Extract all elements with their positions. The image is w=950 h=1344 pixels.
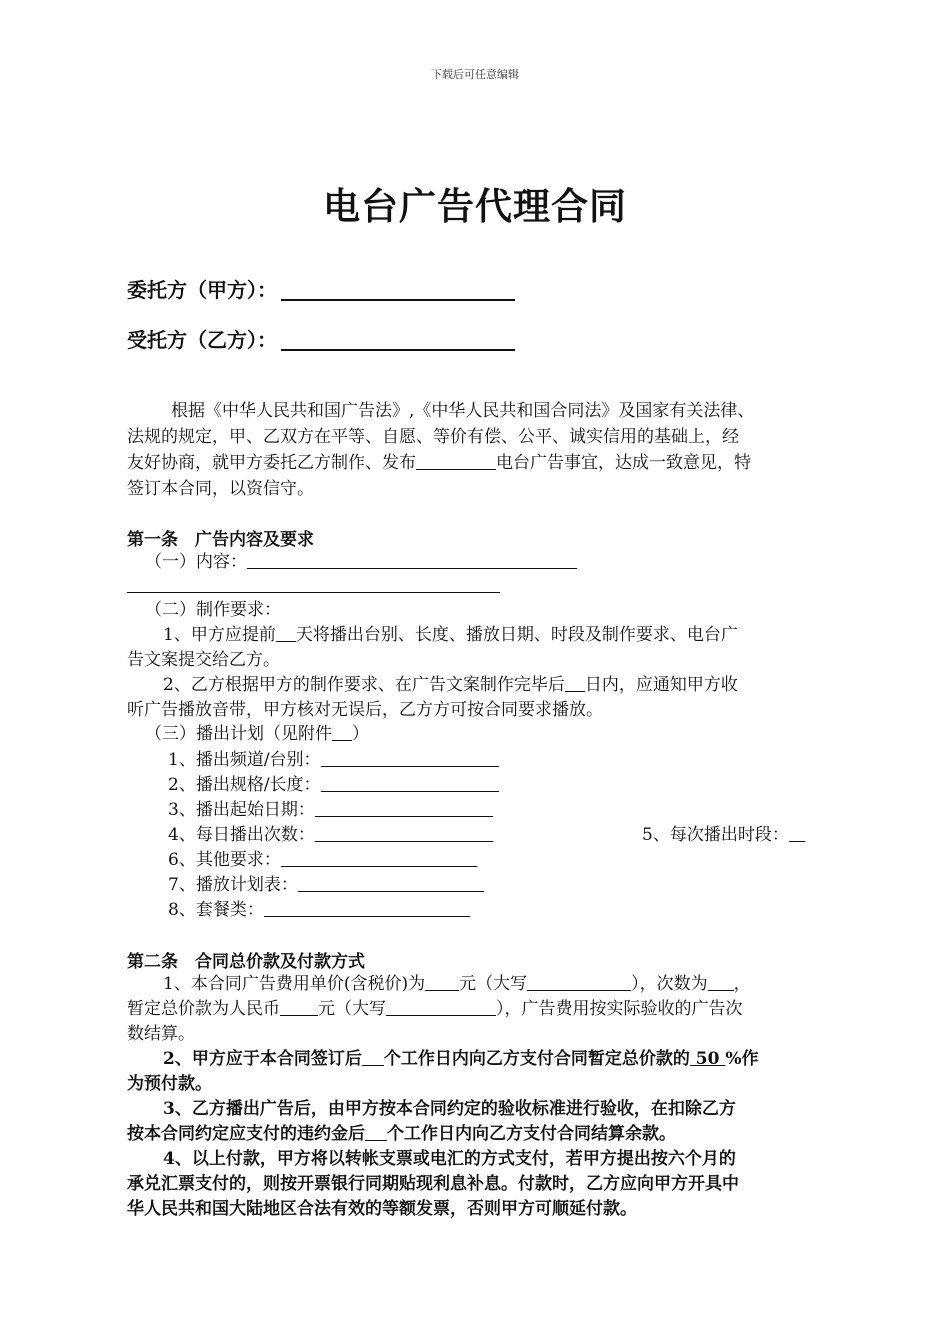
- payment-3-text-b: 按本合同约定应支付的违约金后: [127, 1124, 365, 1144]
- days-blank[interactable]: [276, 640, 296, 642]
- payment-2-line-2: 为预付款。: [127, 1074, 212, 1094]
- content-blank-continued[interactable]: [127, 592, 500, 593]
- document-title: 电台广告代理合同: [323, 185, 627, 228]
- payment-1-text-e: 暂定总价款为人民币: [127, 999, 280, 1019]
- intro-line-4: 签订本合同，以资信守。: [127, 479, 314, 499]
- req-2-text-a: 2、乙方根据甲方的制作要求、在广告文案制作完毕后: [163, 675, 565, 695]
- plan-item-8-label: 8、套餐类：: [168, 900, 264, 920]
- content-label: （一）内容：: [145, 552, 247, 572]
- plan-item-1-label: 1、播出频道/台别：: [168, 750, 321, 770]
- plan-text-b: ）: [352, 724, 369, 744]
- plan-item-2-label: 2、播出规格/长度：: [168, 775, 321, 795]
- req-2-text-b: 日内，应通知甲方收: [584, 675, 738, 695]
- payment-1-line-3: 数结算。: [127, 1024, 195, 1044]
- payment-1-line-1: [163, 972, 751, 997]
- party-b-row: [127, 324, 515, 353]
- party-a-label: 委托方（甲方）：: [127, 278, 277, 302]
- notify-days-blank[interactable]: [565, 690, 585, 692]
- plan-item-7: [168, 873, 484, 898]
- party-a-blank[interactable]: [281, 298, 515, 301]
- req-1-line-2: 告文案提交给乙方。: [127, 650, 280, 670]
- content-row: [145, 550, 577, 575]
- plan-item-5-blank[interactable]: [789, 840, 805, 842]
- req-1-text-a: 1、甲方应提前: [163, 625, 276, 645]
- unit-price-blank[interactable]: [425, 989, 459, 991]
- requirements-label: （二）制作要求：: [145, 600, 281, 620]
- settlement-days-blank[interactable]: [365, 1139, 387, 1141]
- payment-4-line-1: 4、以上付款，甲方将以转帐支票或电汇的方式支付，若甲方提出按六个月的: [163, 1149, 736, 1169]
- broadcast-plan-label: [145, 722, 369, 747]
- plan-item-6-blank[interactable]: [281, 865, 477, 867]
- content-blank[interactable]: [247, 567, 577, 569]
- payment-4-line-3: 华人民共和国大陆地区合法有效的等额发票，否则甲方可顺延付款。: [127, 1199, 637, 1219]
- plan-item-6-label: 6、其他要求：: [168, 850, 281, 870]
- payment-1-text-b: 元（大写: [459, 974, 528, 994]
- req-2-line-2: 听广告播放音带，甲方核对无误后，乙方方可按合同要求播放。: [127, 700, 603, 720]
- intro-text-3b: 电台广告事宜，达成一致意见，特: [496, 453, 751, 473]
- payment-1-text-f: 元（大写: [318, 999, 386, 1019]
- plan-item-6: [168, 848, 477, 873]
- payment-3-line-2: [127, 1122, 676, 1147]
- unit-price-capital-blank[interactable]: [527, 989, 631, 991]
- intro-text-3a: 友好协商，就甲方委托乙方制作、发布: [127, 453, 416, 473]
- total-price-blank[interactable]: [280, 1014, 318, 1016]
- payment-3-text-c: 个工作日内向乙方支付合同结算余款。: [387, 1124, 676, 1144]
- plan-item-4-blank[interactable]: [315, 840, 493, 842]
- intro-line-3: [127, 451, 751, 476]
- prepay-days-blank[interactable]: [362, 1064, 384, 1066]
- total-price-capital-blank[interactable]: [386, 1014, 496, 1016]
- payment-1-line-2: [127, 997, 743, 1022]
- payment-4-line-2: 承兑汇票支付的，则按开票银行同期贴现利息补息。付款时，乙方应向甲方开具中: [127, 1174, 739, 1194]
- intro-line-1: 根据《中华人民共和国广告法》,《中华人民共和国合同法》及国家有关法律、: [171, 401, 755, 421]
- plan-text-a: （三）播出计划（见附件: [145, 724, 332, 744]
- plan-item-3: [168, 798, 493, 823]
- plan-item-3-blank[interactable]: [315, 815, 493, 817]
- payment-2-line-1: [163, 1047, 758, 1072]
- payment-1-text-c: ），次数为: [631, 974, 708, 994]
- attachment-blank[interactable]: [332, 739, 352, 741]
- payment-1-text-g: ），广告费用按实际验收的广告次: [496, 999, 743, 1019]
- plan-item-4: [168, 823, 493, 848]
- plan-item-2: [168, 773, 499, 798]
- payment-3-line-1: 3、乙方播出广告后，由甲方按本合同约定的验收标准进行验收，在扣除乙方: [163, 1099, 736, 1119]
- plan-item-1: [168, 748, 499, 773]
- plan-item-7-label: 7、播放计划表：: [168, 875, 298, 895]
- plan-item-3-label: 3、播出起始日期：: [168, 800, 315, 820]
- prepay-percent[interactable]: 50: [689, 1049, 726, 1069]
- intro-line-2: 法规的规定，甲、乙双方在平等、自愿、等价有偿、公平、诚实信用的基础上，经: [127, 427, 739, 447]
- req-1-text-b: 天将播出台别、长度、播放日期、时段及制作要求、电台广: [295, 625, 738, 645]
- req-1-line-1: [163, 623, 738, 648]
- payment-1-text-d: ，: [733, 974, 751, 994]
- plan-item-5: [642, 823, 805, 848]
- req-2-line-1: [163, 673, 738, 698]
- plan-item-5-label: 5、每次播出时段：: [642, 825, 789, 845]
- payment-2-text-b: 个工作日内向乙方支付合同暂定总价款的: [383, 1049, 690, 1069]
- plan-item-8: [168, 898, 470, 923]
- plan-item-4-label: 4、每日播出次数：: [168, 825, 315, 845]
- party-b-blank[interactable]: [281, 348, 515, 351]
- plan-item-2-blank[interactable]: [321, 790, 499, 792]
- plan-item-7-blank[interactable]: [298, 890, 484, 892]
- payment-2-text-a: 2、甲方应于本合同签订后: [163, 1049, 362, 1069]
- station-blank[interactable]: [416, 468, 496, 470]
- payment-1-text-a: 1、本合同广告费用单价(含税价)为: [163, 974, 426, 994]
- count-blank[interactable]: [708, 989, 734, 991]
- article-1-title: 第一条 广告内容及要求: [127, 530, 314, 550]
- plan-item-8-blank[interactable]: [264, 915, 470, 917]
- payment-2-text-c: %作: [725, 1049, 759, 1069]
- plan-item-1-blank[interactable]: [321, 765, 499, 767]
- article-2-title: 第二条 合同总价款及付款方式: [127, 952, 365, 972]
- party-a-row: [127, 274, 515, 303]
- page-header: 下载后可任意编辑: [431, 68, 519, 81]
- party-b-label: 受托方（乙方）：: [127, 328, 277, 352]
